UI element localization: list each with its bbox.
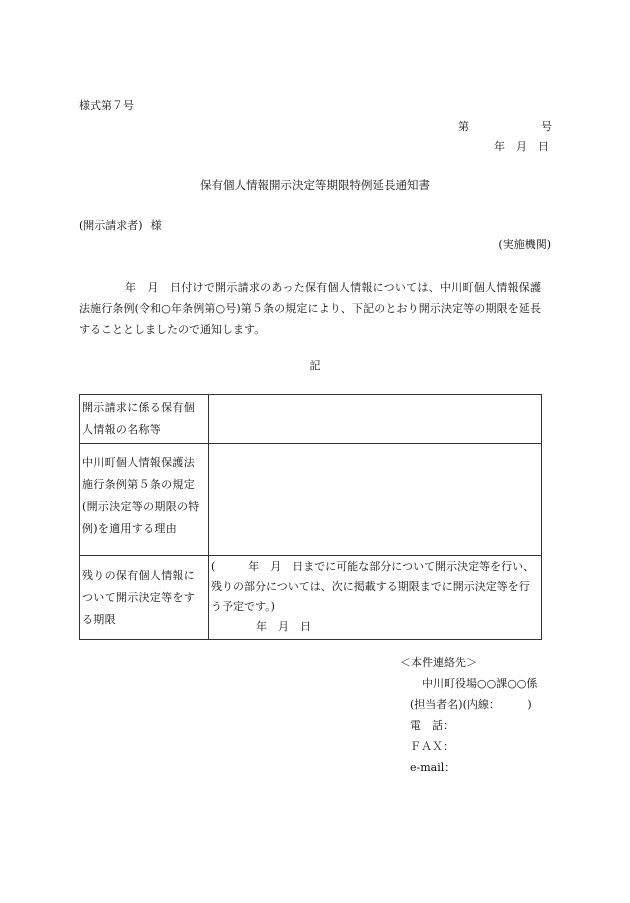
document-number-prefix: 第: [458, 120, 469, 133]
issue-date: 年 月 日: [494, 140, 549, 153]
recipient-honorific: 様: [150, 219, 162, 232]
recipient-name: (開示請求者): [79, 219, 143, 232]
deadline-date: 年 月 日: [256, 620, 311, 633]
ki-heading: 記: [309, 359, 321, 372]
table-row: [80, 556, 542, 640]
deadline-note: ( 年 月 日までに可能な部分について開示決定等を行い、残りの部分については、次に掲載する期限までに開示決定等を行う予定です。): [211, 560, 535, 613]
contact-heading: ＜本件連絡先＞: [400, 656, 477, 669]
contact-person: (担当者名)(内線： ): [410, 698, 532, 711]
row-label-reason: 中川町個人情報保護法施行条例第５条の規定(開示決定等の期限の特例)を適用する理由: [80, 444, 209, 556]
details-table: [79, 394, 542, 640]
contact-block: [400, 652, 537, 778]
contact-phone: 電 話：: [410, 719, 454, 732]
table-row: [80, 395, 542, 444]
contact-department: 中川町役場○○課○○係: [422, 677, 538, 690]
form-number: 様式第７号: [79, 99, 134, 112]
body-paragraph: 年 月 日付けで開示請求のあった保有個人情報については、中川町個人情報保護法施行条例(令和○年条例第○号)第５条の規定により、下記のとおり開示決定等の期限を延長することとしましたので通知します。: [79, 281, 541, 336]
document-number-suffix: 号: [541, 120, 552, 133]
row-label-info-name: 開示請求に係る保有個人情報の名称等: [80, 395, 209, 444]
contact-fax: ＦＡＸ：: [410, 740, 454, 753]
recipient: [79, 220, 162, 231]
agency-name: (実施機関): [498, 238, 551, 251]
row-value-deadline: [209, 556, 542, 640]
contact-email: e-mail：: [410, 761, 456, 774]
document-title: 保有個人情報開示決定等期限特例延長通知書: [200, 178, 430, 192]
row-value-reason: [209, 444, 542, 556]
row-value-info-name: [209, 395, 542, 444]
table-row: [80, 444, 542, 556]
row-label-deadline: 残りの保有個人情報について開示決定等をする期限: [80, 556, 209, 640]
